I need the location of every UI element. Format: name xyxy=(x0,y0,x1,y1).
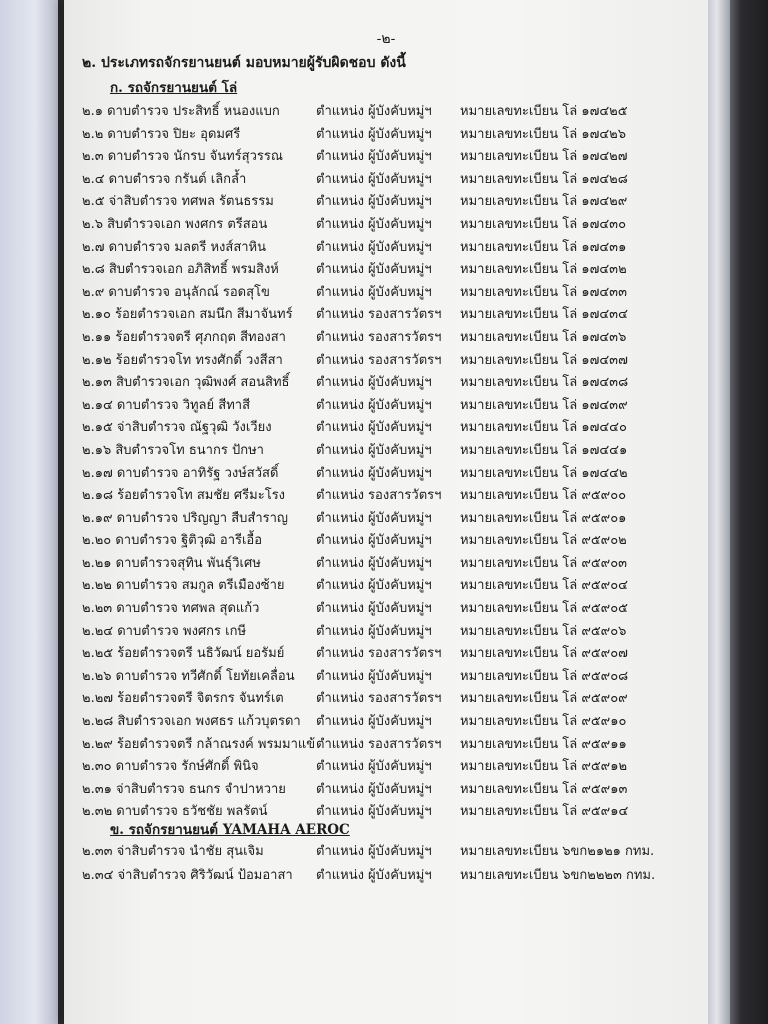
officer-name: ๒.๒๔ ดาบตำรวจ พงศกร เกษี xyxy=(82,623,247,639)
officer-name: ๒.๓๐ ดาบตำรวจ รักษ์ศักดิ์ พินิจ xyxy=(82,759,259,775)
officer-position: ตำแหน่ง ผู้บังคับหมู่ฯ xyxy=(316,465,432,481)
registration-number: หมายเลขทะเบียน โล่ ๑๗๔๔๒ xyxy=(460,465,628,481)
officer-name: ๒.๒๒ ดาบตำรวจ สมกูล ตรีเมืองซ้าย xyxy=(82,578,285,594)
registration-number: หมายเลขทะเบียน โล่ ๑๗๔๒๘ xyxy=(460,171,628,187)
officer-position: ตำแหน่ง รองสารวัตรฯ xyxy=(316,307,442,323)
list-item xyxy=(82,665,702,688)
assignment-list-b xyxy=(82,840,702,888)
assignment-list-a xyxy=(82,100,702,823)
binder-edge xyxy=(708,0,730,1024)
registration-number: หมายเลขทะเบียน โล่ ๙๕๙๐๖ xyxy=(460,623,627,639)
section-heading: ๒. ประเภทรถจักรยานยนต์ มอบหมายผู้รับผิดชอบ ดังนี้ xyxy=(82,55,406,71)
officer-position: ตำแหน่ง ผู้บังคับหมู่ฯ xyxy=(316,104,432,119)
officer-position: ตำแหน่ง ผู้บังคับหมู่ฯ xyxy=(316,126,432,142)
list-item xyxy=(82,840,702,864)
officer-name: ๒.๔ ดาบตำรวจ กรันต์ เลิกล้ำ xyxy=(82,171,247,187)
officer-position: ตำแหน่ง ผู้บังคับหมู่ฯ xyxy=(316,714,432,730)
list-item xyxy=(82,168,702,191)
list-item xyxy=(82,755,702,778)
list-item xyxy=(82,416,702,439)
list-item xyxy=(82,529,702,552)
officer-position: ตำแหน่ง รองสารวัตรฯ xyxy=(316,691,442,707)
list-item xyxy=(82,100,702,123)
list-item xyxy=(82,394,702,417)
officer-name: ๒.๑๗ ดาบตำรวจ อาทิรัฐ วงษ์สวัสดิ์ xyxy=(82,465,279,481)
list-item xyxy=(82,507,702,530)
officer-name: ๒.๑๙ ดาบตำรวจ ปริญญา สืบสำราญ xyxy=(82,510,288,526)
officer-position: ตำแหน่ง ผู้บังคับหมู่ฯ xyxy=(316,262,432,278)
registration-number: หมายเลขทะเบียน โล่ ๙๕๙๐๗ xyxy=(460,646,628,662)
registration-number: หมายเลขทะเบียน โล่ ๑๗๔๓๑ xyxy=(460,239,627,255)
officer-position: ตำแหน่ง ผู้บังคับหมู่ฯ xyxy=(316,397,432,413)
list-item xyxy=(82,371,702,394)
officer-position: ตำแหน่ง ผู้บังคับหมู่ฯ xyxy=(316,284,432,300)
officer-name: ๒.๓ ดาบตำรวจ นักรบ จันทร์สุวรรณ xyxy=(82,149,283,165)
registration-number: หมายเลขทะเบียน โล่ ๑๗๔๒๗ xyxy=(460,149,628,165)
registration-number: หมายเลขทะเบียน โล่ ๙๕๙๑๔ xyxy=(460,804,629,820)
officer-position: ตำแหน่ง ผู้บังคับหมู่ฯ xyxy=(316,239,432,255)
officer-position: ตำแหน่ง ผู้บังคับหมู่ฯ xyxy=(316,194,432,210)
officer-position: ตำแหน่ง ผู้บังคับหมู่ฯ xyxy=(316,420,432,436)
registration-number: หมายเลขทะเบียน โล่ ๙๕๙๑๓ xyxy=(460,781,628,797)
list-item xyxy=(82,864,702,888)
officer-position: ตำแหน่ง ผู้บังคับหมู่ฯ xyxy=(316,216,432,232)
officer-position: ตำแหน่ง รองสารวัตรฯ xyxy=(316,646,442,662)
registration-number: หมายเลขทะเบียน โล่ ๑๗๔๔๑ xyxy=(460,442,628,458)
registration-number: หมายเลขทะเบียน ๖ขก๒๒๒๓ กทม. xyxy=(460,868,656,883)
registration-number: หมายเลขทะเบียน โล่ ๑๗๔๓๙ xyxy=(460,397,628,413)
officer-name: ๒.๒๓ ดาบตำรวจ ทศพล สุดแก้ว xyxy=(82,601,260,617)
officer-position: ตำแหน่ง รองสารวัตรฯ xyxy=(316,488,442,504)
list-item xyxy=(82,574,702,597)
officer-name: ๒.๓๑ จ่าสิบตำรวจ ธนกร จำปาหวาย xyxy=(82,781,286,797)
officer-position: ตำแหน่ง ผู้บังคับหมู่ฯ xyxy=(316,442,432,458)
officer-name: ๒.๒๙ ร้อยตำรวจตรี กล้าณรงค์ พรมมาแข้ xyxy=(82,736,316,752)
officer-name: ๒.๓๒ ดาบตำรวจ ธวัชชัย พลรัตน์ xyxy=(82,804,268,820)
registration-number: หมายเลขทะเบียน โล่ ๙๕๙๐๕ xyxy=(460,601,628,617)
registration-number: หมายเลขทะเบียน โล่ ๑๗๔๓๐ xyxy=(460,216,627,232)
registration-number: หมายเลขทะเบียน โล่ ๙๕๙๑๑ xyxy=(460,736,627,752)
registration-number: หมายเลขทะเบียน โล่ ๙๕๙๐๔ xyxy=(460,578,628,594)
officer-position: ตำแหน่ง ผู้บังคับหมู่ฯ xyxy=(316,623,432,639)
officer-position: ตำแหน่ง ผู้บังคับหมู่ฯ xyxy=(316,555,432,571)
list-item xyxy=(82,642,702,665)
list-item xyxy=(82,349,702,372)
list-item xyxy=(82,620,702,643)
list-item xyxy=(82,123,702,146)
registration-number: หมายเลขทะเบียน โล่ ๑๗๔๓๔ xyxy=(460,307,628,323)
officer-name: ๒.๙ ดาบตำรวจ อนุลักณ์ รอดสุโข xyxy=(82,284,270,300)
registration-number: หมายเลขทะเบียน โล่ ๙๕๙๑๒ xyxy=(460,759,628,775)
list-item xyxy=(82,190,702,213)
list-item xyxy=(82,710,702,733)
registration-number: หมายเลขทะเบียน โล่ ๙๕๙๐๘ xyxy=(460,668,629,684)
officer-position: ตำแหน่ง ผู้บังคับหมู่ฯ xyxy=(316,601,432,617)
officer-name: ๒.๑๐ ร้อยตำรวจเอก สมนึก สีมาจันทร์ xyxy=(82,307,293,323)
officer-name: ๒.๒๖ ดาบตำรวจ ทวีศักดิ์ โยทัยเคลื่อน xyxy=(82,668,295,684)
list-item xyxy=(82,439,702,462)
officer-position: ตำแหน่ง ผู้บังคับหมู่ฯ xyxy=(316,149,432,165)
officer-position: ตำแหน่ง ผู้บังคับหมู่ฯ xyxy=(316,375,432,391)
list-item xyxy=(82,687,702,710)
officer-name: ๒.๕ จ่าสิบตำรวจ ทศพล รัตนธรรม xyxy=(82,194,274,210)
list-item xyxy=(82,552,702,575)
registration-number: หมายเลขทะเบียน โล่ ๙๕๙๐๒ xyxy=(460,533,627,549)
officer-position: ตำแหน่ง ผู้บังคับหมู่ฯ xyxy=(316,578,432,594)
officer-name: ๒.๓๓ จ่าสิบตำรวจ นำชัย สุนเจิม xyxy=(82,844,264,859)
registration-number: หมายเลขทะเบียน ๖ขก๒๑๒๑ กทม. xyxy=(460,844,655,859)
officer-position: ตำแหน่ง ผู้บังคับหมู่ฯ xyxy=(316,668,432,684)
officer-name: ๒.๑๖ สิบตำรวจโท ธนากร ปักษา xyxy=(82,442,264,458)
officer-position: ตำแหน่ง รองสารวัตรฯ xyxy=(316,352,442,368)
officer-name: ๒.๒๐ ดาบตำรวจ ฐิติวุฒิ อารีเอื้อ xyxy=(82,533,263,549)
page-number: -๒- xyxy=(376,31,396,47)
list-item xyxy=(82,236,702,259)
list-item xyxy=(82,213,702,236)
registration-number: หมายเลขทะเบียน โล่ ๙๕๙๐๐ xyxy=(460,488,627,504)
officer-name: ๒.๗ ดาบตำรวจ มลตรี หงส์สาหิน xyxy=(82,239,267,255)
officer-name: ๒.๖ สิบตำรวจเอก พงศกร ตรีสอน xyxy=(82,216,268,232)
officer-name: ๒.๑๒ ร้อยตำรวจโท ทรงศักดิ์ วงสีสา xyxy=(82,352,283,368)
officer-name: ๒.๓๔ จ่าสิบตำรวจ ศิริวัฒน์ ป้อมอาสา xyxy=(82,868,293,883)
officer-position: ตำแหน่ง ผู้บังคับหมู่ฯ xyxy=(316,781,432,797)
officer-position: ตำแหน่ง ผู้บังคับหมู่ฯ xyxy=(316,804,432,820)
officer-position: ตำแหน่ง รองสารวัตรฯ xyxy=(316,736,442,752)
registration-number: หมายเลขทะเบียน โล่ ๑๗๔๓๖ xyxy=(460,329,627,345)
registration-number: หมายเลขทะเบียน โล่ ๙๕๙๐๙ xyxy=(460,691,628,707)
registration-number: หมายเลขทะเบียน โล่ ๑๗๔๓๗ xyxy=(460,352,628,368)
officer-name: ๒.๒ ดาบตำรวจ ปิยะ อุดมศรี xyxy=(82,126,241,142)
list-item xyxy=(82,733,702,756)
officer-position: ตำแหน่ง ผู้บังคับหมู่ฯ xyxy=(316,868,432,883)
officer-name: ๒.๑ ดาบตำรวจ ประสิทธิ์ หนองแบก xyxy=(82,104,280,119)
officer-name: ๒.๑๘ ร้อยตำรวจโท สมชัย ศรีมะโรง xyxy=(82,488,286,504)
registration-number: หมายเลขทะเบียน โล่ ๑๗๔๓๓ xyxy=(460,284,627,300)
officer-name: ๒.๑๓ สิบตำรวจเอก วุฒิพงศ์ สอนสิทธิ์ xyxy=(82,375,290,391)
registration-number: หมายเลขทะเบียน โล่ ๑๗๔๒๖ xyxy=(460,126,627,142)
registration-number: หมายเลขทะเบียน โล่ ๑๗๔๒๕ xyxy=(460,104,628,119)
registration-number: หมายเลขทะเบียน โล่ ๑๗๔๓๒ xyxy=(460,262,627,278)
officer-name: ๒.๒๕ ร้อยตำรวจตรี นธิวัฒน์ ยอรัมย์ xyxy=(82,646,285,662)
officer-position: ตำแหน่ง ผู้บังคับหมู่ฯ xyxy=(316,533,432,549)
officer-name: ๒.๑๕ จ่าสิบตำรวจ ณัฐวุฒิ วังเวียง xyxy=(82,420,272,436)
officer-name: ๒.๒๗ ร้อยตำรวจตรี จิตรกร จันทร์เต xyxy=(82,691,284,707)
subsection-a-title: ก. รถจักรยานยนต์ โล่ xyxy=(110,80,238,96)
officer-name: ๒.๘ สิบตำรวจเอก อภิสิทธิ์ พรมสิงห์ xyxy=(82,262,279,278)
officer-name: ๒.๑๑ ร้อยตำรวจตรี ศุภกฤต สีทองสา xyxy=(82,329,286,345)
registration-number: หมายเลขทะเบียน โล่ ๑๗๔๓๘ xyxy=(460,375,629,391)
list-item xyxy=(82,326,702,349)
registration-number: หมายเลขทะเบียน โล่ ๙๕๙๐๑ xyxy=(460,510,627,526)
subsection-b-title: ข. รถจักรยานยนต์ YAMAHA AEROC xyxy=(110,822,350,838)
officer-name: ๒.๑๔ ดาบตำรวจ วิทูลย์ สีทาสี xyxy=(82,397,251,413)
officer-position: ตำแหน่ง ผู้บังคับหมู่ฯ xyxy=(316,844,432,859)
officer-position: ตำแหน่ง ผู้บังคับหมู่ฯ xyxy=(316,510,432,526)
list-item xyxy=(82,462,702,485)
officer-position: ตำแหน่ง ผู้บังคับหมู่ฯ xyxy=(316,171,432,187)
officer-name: ๒.๒๑ ดาบตำรวจสุทิน พันธุ์วิเศษ xyxy=(82,555,261,571)
officer-position: ตำแหน่ง ผู้บังคับหมู่ฯ xyxy=(316,759,432,775)
registration-number: หมายเลขทะเบียน โล่ ๙๕๙๐๓ xyxy=(460,555,628,571)
officer-name: ๒.๒๘ สิบตำรวจเอก พงศธร แก้วบุตรดา xyxy=(82,714,301,730)
list-item xyxy=(82,281,702,304)
list-item xyxy=(82,258,702,281)
list-item xyxy=(82,597,702,620)
document-page xyxy=(64,0,708,1024)
registration-number: หมายเลขทะเบียน โล่ ๙๕๙๑๐ xyxy=(460,714,627,730)
list-item xyxy=(82,303,702,326)
list-item xyxy=(82,145,702,168)
registration-number: หมายเลขทะเบียน โล่ ๑๗๔๔๐ xyxy=(460,420,627,436)
officer-position: ตำแหน่ง รองสารวัตรฯ xyxy=(316,329,442,345)
list-item xyxy=(82,484,702,507)
registration-number: หมายเลขทะเบียน โล่ ๑๗๔๒๙ xyxy=(460,194,628,210)
list-item xyxy=(82,778,702,801)
background-desk-left xyxy=(0,0,58,1024)
